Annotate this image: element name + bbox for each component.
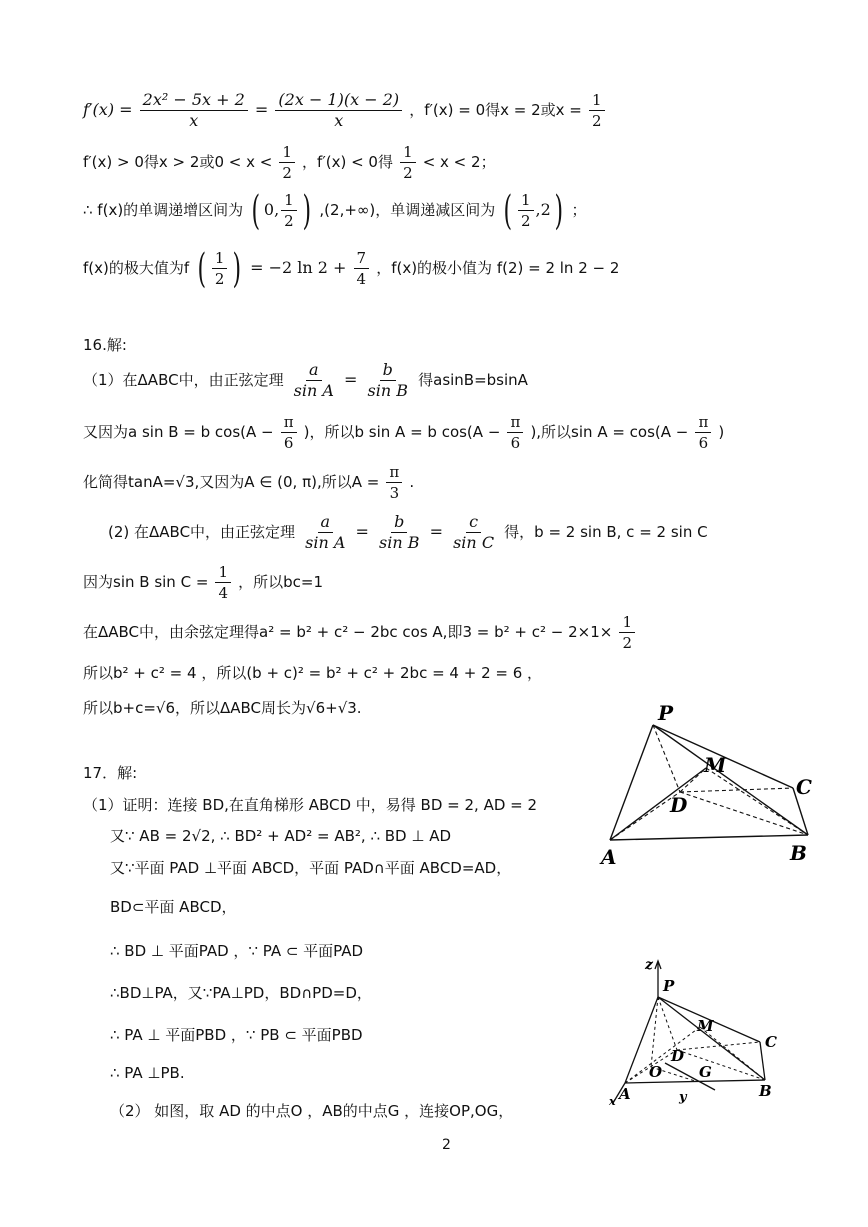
label-A: A: [601, 845, 617, 869]
section-17-heading: 17．解:: [83, 764, 138, 782]
s16-line-5: [83, 562, 323, 603]
text-span: 在ΔABC中，由余弦定理得a² = b² + c² − 2bc cos A,即3 = b² + c² − 2×1×: [83, 623, 613, 641]
edge-PB: [653, 725, 808, 835]
fraction: $\frac{c}{\text{sin C}}$: [453, 512, 495, 552]
edge-PA: [610, 725, 653, 840]
label-D: D: [671, 1047, 685, 1065]
label-x: x: [609, 1095, 616, 1108]
text-span: )，所以b sin A = b cos(A −: [303, 423, 501, 441]
label-A: A: [619, 1085, 631, 1103]
s17-line-9: （2） 如图，取 AD 的中点O ，AB的中点G ，连接OP,OG，: [110, 1102, 514, 1120]
label-O: O: [649, 1063, 663, 1081]
label-G: G: [699, 1063, 712, 1081]
label-B: B: [790, 841, 807, 865]
text-span: 因为sin B sin C =: [83, 573, 209, 591]
fraction: $\frac{1}{2}$: [281, 190, 297, 231]
label-C: C: [796, 775, 812, 799]
text-span: ；: [571, 201, 587, 219]
text-span: (2) 在ΔABC中，由正弦定理: [108, 523, 296, 541]
text-span: ，f(x)的极小值为 f(2) = 2 ln 2 − 2: [376, 259, 620, 277]
text-span: f′(x) > 0得x > 2或0 < x <: [83, 153, 273, 171]
s17-line-7: ∴ PA ⊥ 平面PBD ，∵ PB ⊂ 平面PBD: [110, 1026, 363, 1044]
text-span: 又因为a sin B = b cos(A −: [83, 423, 274, 441]
monotonic-line: [83, 187, 587, 234]
label-M: M: [697, 1017, 714, 1035]
fraction: $\frac{b}{\text{sin B}}$: [379, 512, 420, 552]
paren: (: [197, 245, 207, 292]
label-y: y: [679, 1090, 687, 1105]
s17-line-3: 又∵平面 PAD ⊥平面 ABCD，平面 PAD∩平面 ABCD=AD，: [110, 859, 512, 877]
text-span: f(x)的极大值为f: [83, 259, 190, 277]
fraction: $\frac{\pi}{6}$: [281, 412, 297, 453]
fraction: $\frac{1}{2}$: [589, 90, 605, 131]
label-B: B: [759, 1082, 772, 1100]
paren: ): [232, 245, 242, 292]
s17-line-6: ∴BD⊥PA，又∵PA⊥PD，BD∩PD=D，: [110, 984, 372, 1002]
fraction: $\frac{(2x - 1)(x - 2)}{x}$: [275, 90, 402, 131]
text-span: 得，b = 2 sin B, c = 2 sin C: [504, 523, 708, 541]
paren: (: [251, 187, 261, 234]
text-span: ，f′(x) = 0得x = 2或x =: [409, 101, 582, 119]
s17-line-4: BD⊂平面 ABCD，: [110, 898, 237, 916]
fraction: $\frac{\pi}{6}$: [695, 412, 711, 453]
fraction: $\frac{1}{2}$: [279, 142, 295, 183]
s16-line-3: [83, 462, 414, 503]
label-M: M: [704, 753, 727, 777]
edge-AM: [610, 768, 706, 840]
fraction: $\frac{7}{4}$: [354, 248, 370, 289]
edge-AB: [610, 835, 808, 840]
equals: =: [355, 522, 369, 541]
s16-line-8: 所以b+c=√6，所以ΔABC周长为√6+√3.: [83, 699, 362, 717]
label-P: P: [663, 977, 675, 995]
fraction: $\frac{1}{4}$: [215, 562, 231, 603]
text-span: 得asinB=bsinA: [418, 371, 528, 389]
fraction: $\frac{1}{2}$: [518, 190, 534, 231]
fraction: $\frac{1}{2}$: [619, 612, 635, 653]
text-span: ,2: [535, 200, 551, 219]
fraction: $\frac{a}{\text{sin A}}$: [305, 512, 346, 552]
fraction: $\frac{1}{2}$: [400, 142, 416, 183]
s16-line-6: [83, 612, 637, 653]
paren: (: [503, 187, 513, 234]
derivative-line: [83, 90, 607, 131]
text-span: 0,: [263, 200, 280, 219]
text-span: ,(2,+∞)，单调递减区间为: [319, 201, 496, 219]
fraction: $\frac{b}{\text{sin B}}$: [367, 360, 409, 400]
text-span: ∴ f(x)的单调递增区间为: [83, 201, 244, 219]
edge-DM: [680, 768, 706, 792]
paren: ): [554, 187, 563, 234]
equals: =: [344, 370, 358, 389]
text-span: ，f′(x) < 0得: [302, 153, 393, 171]
fraction: $\frac{a}{\text{sin A}}$: [293, 360, 334, 400]
label-D: D: [670, 793, 688, 817]
sign-line: [83, 142, 496, 183]
deriv-lhs: f′(x) =: [83, 100, 133, 119]
text-span: ，所以bc=1: [238, 573, 324, 591]
section-16-heading: 16.解:: [83, 336, 127, 354]
s17-line-1: （1）证明：连接 BD,在直角梯形 ABCD 中，易得 BD = 2, AD = 2: [83, 796, 538, 814]
paren: ): [302, 187, 311, 234]
label-C: C: [765, 1033, 777, 1051]
edge-DB: [680, 792, 808, 835]
fraction: $\frac{\text{2x² − 5x + 2}}{x}$: [140, 90, 248, 131]
pyramid-figure-2: [605, 955, 805, 1115]
text-span: .: [409, 473, 415, 491]
text-span: ): [718, 423, 725, 441]
text-span: （1）在ΔABC中，由正弦定理: [83, 371, 284, 389]
s16-line-2: [83, 412, 724, 453]
s16-line-4: [108, 512, 708, 553]
fraction: $\frac{\pi}{3}$: [386, 462, 402, 503]
text-span: ),所以sin A = cos(A −: [530, 423, 689, 441]
label-z: z: [645, 957, 653, 973]
text-span: = −2 ln 2 +: [250, 258, 347, 277]
s17-line-5: ∴ BD ⊥ 平面PAD ，∵ PA ⊂ 平面PAD: [110, 942, 364, 960]
fraction: $\frac{1}{2}$: [212, 248, 228, 289]
pyramid-figure-1: [598, 700, 828, 870]
s16-line-1: [83, 360, 528, 401]
fraction: $\frac{\pi}{6}$: [507, 412, 523, 453]
s16-line-7: 所以b² + c² = 4 ，所以(b + c)² = b² + c² + 2bc = 4 + 2 = 6 ，: [83, 664, 543, 682]
text-span: 化简得tanA=√3,又因为A ∈ (0, π),所以A =: [83, 473, 380, 491]
s17-line-2: 又∵ AB = 2√2, ∴ BD² + AD² = AB², ∴ BD ⊥ AD: [110, 827, 452, 845]
equals: =: [254, 100, 269, 119]
equals: =: [429, 522, 443, 541]
edge-AB: [625, 1080, 765, 1083]
s17-line-8: ∴ PA ⊥PB.: [110, 1064, 185, 1082]
text-span: < x < 2；: [422, 153, 496, 171]
label-P: P: [658, 701, 674, 725]
edge-DB: [677, 1050, 765, 1080]
extremum-line: [83, 245, 620, 292]
page-number: 2: [442, 1137, 451, 1153]
